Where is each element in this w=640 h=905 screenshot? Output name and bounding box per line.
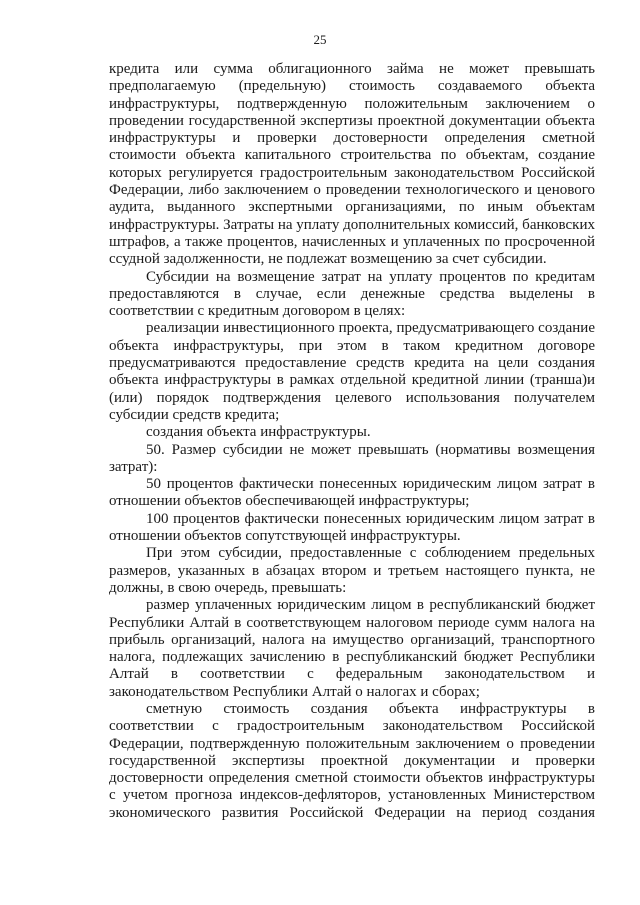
paragraph-subsidy-limits: При этом субсидии, предоставленные с соблюдением предельных размеров, указанных в абзацах втором и третьем настоящего пункта, не должны, в свою очередь, превышать: <box>109 545 595 596</box>
paragraph-interest-subsidies: Субсидии на возмещение затрат на уплату процентов по кредитам предоставляются в случае, если денежные средства выделены в соответствии с кредитным договором в целях: <box>109 268 595 320</box>
paragraph-100-percent: 100 процентов фактически понесенных юридическим лицом затрат в отношении объектов сопутствующей инфраструктуры. <box>109 510 595 545</box>
paragraph-50-percent: 50 процентов фактически понесенных юридическим лицом затрат в отношении объектов обеспечивающей инфраструктуры; <box>109 476 595 510</box>
paragraph-investment-project: реализации инвестиционного проекта, предусматривающего создание объекта инфраструктуры, при этом в таком кредитном договоре предусматриваются предоставление средств кредита на цели создания объекта инфраструктуры в рамках отдельной кредитной линии (транша)и (или) порядок подтверждения целевого использования получателем субсидии средств кредита; <box>109 320 595 423</box>
paragraph-infrastructure-creation: создания объекта инфраструктуры. <box>146 424 371 441</box>
paragraph-credit-limit: кредита или сумма облигационного займа не может превышать предполагаемую (предельную) стоимость создаваемого объекта инфраструктуры, подтвержденную положительным заключением о проведении государственной экспертизы проектной документации объекта инфраструктуры и проверки достоверности определения сметной стоимости объекта капитального строительства по объектам, создание которых регулируется градостроительным законодательством Российской Федерации, либо заключением о проведении технологического и ценового аудита, выданного экспертными организациями, по иным объектам инфраструктуры. Затраты на уплату дополнительных комиссий, банковских штрафов, а также процентов, начисленных и уплаченных по просроченной ссудной задолженности, не подлежат возмещению за счет субсидии. <box>109 61 595 268</box>
paragraph-tax-amount: размер уплаченных юридическим лицом в республиканский бюджет Республики Алтай в соответствующем налоговом периоде сумм налога на прибыль организаций, налога на имущество организаций, транспортного налога, подлежащих зачислению в республиканский бюджет Республики Алтай в соответствии с федеральным законодательством и законодательством Республики Алтай о налогах и сборах; <box>109 597 595 700</box>
document-body <box>109 61 595 822</box>
paragraph-estimated-cost: сметную стоимость создания объекта инфраструктуры в соответствии с градостроительным законодательством Российской Федерации, подтвержденную положительным заключением о проведении государственной экспертизы проектной документации и проверки достоверности определения сметной стоимости объектов инфраструктуры с учетом прогноза индексов-дефляторов, установленных Министерством экономического развития Российской Федерации на период создания <box>109 700 595 821</box>
page-number: 25 <box>313 32 327 47</box>
paragraph-clause-50: 50. Размер субсидии не может превышать (нормативы возмещения затрат): <box>109 441 595 475</box>
